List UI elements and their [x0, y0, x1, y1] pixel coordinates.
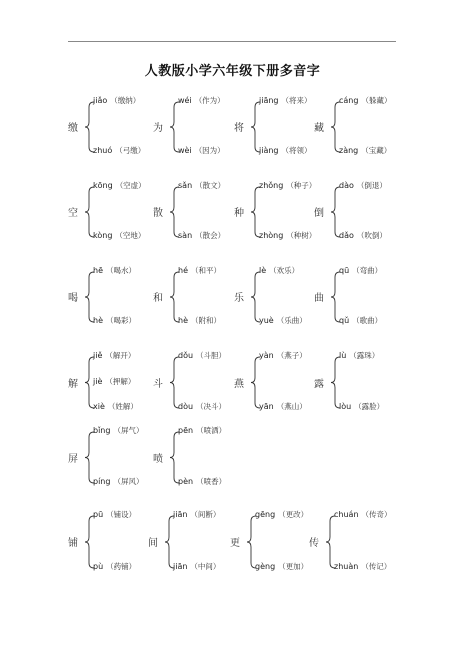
reading-line: [93, 401, 138, 412]
reading-line: [93, 350, 135, 361]
polyphone-entry: [314, 351, 398, 414]
reading-line: [93, 145, 145, 156]
polyphone-char: 种: [234, 208, 244, 219]
pinyin: dòu: [178, 402, 194, 411]
pinyin: gēng: [255, 510, 276, 519]
polyphone-char: 铺: [68, 538, 78, 549]
example-word: （宝藏）: [361, 146, 392, 155]
reading-line: [178, 265, 221, 276]
polyphone-char: 燕: [234, 378, 244, 390]
example-word: （屏风）: [113, 477, 144, 486]
reading-line: [255, 509, 308, 520]
example-word: （姓解）: [107, 402, 138, 411]
polyphone-char: 倒: [314, 208, 324, 219]
pinyin: hè: [178, 316, 188, 325]
polyphone-entry: [68, 510, 152, 574]
pinyin: jiān: [173, 562, 188, 571]
reading-line: [259, 350, 307, 361]
example-word: （间断）: [190, 510, 221, 519]
reading-line: [93, 180, 146, 191]
example-word: （露脸）: [354, 402, 385, 411]
pinyin: jiǎo: [93, 96, 108, 105]
pinyin: yuè: [259, 316, 274, 325]
reading-line: [259, 315, 307, 326]
pinyin: hē: [93, 266, 103, 275]
polyphone-entry: [148, 510, 232, 574]
polyphone-char: 喷: [153, 453, 163, 465]
pinyin: lù: [339, 351, 347, 360]
polyphone-entry: [230, 510, 314, 574]
example-word: （更加）: [278, 562, 309, 571]
reading-line: [93, 561, 136, 572]
example-word: （屏气）: [113, 426, 144, 435]
example-word: （决斗）: [196, 402, 227, 411]
polyphone-char: 传: [309, 538, 319, 549]
polyphone-entry: [309, 510, 393, 574]
polyphone-entry: [314, 266, 398, 328]
polyphone-entry: [314, 96, 398, 158]
polyphone-char: 将: [234, 123, 244, 134]
example-word: （弓缴）: [115, 146, 146, 155]
pinyin: zàng: [339, 146, 359, 155]
reading-line: [93, 230, 145, 241]
reading-line: [178, 401, 226, 412]
reading-line: [178, 315, 221, 326]
example-word: （空虚）: [115, 181, 146, 190]
reading-line: [173, 561, 220, 572]
pinyin: jiāng: [259, 96, 279, 105]
example-word: （喝彩）: [106, 316, 136, 325]
reading-line: [334, 561, 391, 572]
pinyin: jiān: [173, 510, 188, 519]
reading-line: [259, 265, 299, 276]
pinyin: cáng: [339, 96, 359, 105]
pinyin: gèng: [255, 562, 276, 571]
example-word: （传奇）: [361, 510, 392, 519]
polyphone-entry: [314, 181, 398, 243]
example-word: （铺设）: [106, 510, 137, 519]
pinyin: sàn: [178, 231, 193, 240]
reading-line: [339, 265, 382, 276]
example-word: （散会）: [195, 231, 226, 240]
polyphone-entry: [234, 266, 318, 328]
pinyin: jiàng: [259, 146, 279, 155]
example-word: （附和）: [191, 316, 221, 325]
reading-line: [93, 425, 143, 436]
page-title: 人教版小学六年级下册多音字: [144, 64, 321, 79]
pinyin: dǎo: [339, 231, 354, 240]
example-word: （欢乐）: [269, 266, 300, 275]
reading-line: [93, 476, 143, 487]
pinyin: hé: [178, 266, 188, 275]
polyphone-char: 喝: [68, 293, 78, 304]
reading-line: [259, 145, 312, 156]
example-word: （押解）: [105, 376, 136, 386]
pinyin: zhuó: [93, 146, 113, 155]
reading-line: [339, 350, 379, 361]
example-word: （躲藏）: [361, 96, 392, 105]
polyphone-entry: [68, 351, 152, 414]
polyphone-char: 解: [68, 378, 78, 390]
example-word: （倒退）: [356, 181, 387, 190]
polyphone-char: 藏: [314, 123, 324, 134]
example-word: （作为）: [194, 96, 225, 105]
example-word: （燕子）: [276, 351, 307, 360]
pinyin: hè: [93, 316, 103, 325]
example-word: （歌曲）: [352, 316, 383, 325]
example-word: （和平）: [191, 266, 221, 275]
pinyin: pū: [93, 510, 104, 519]
polyphone-char: 屏: [68, 453, 78, 465]
example-word: （散文）: [195, 181, 226, 190]
polyphone-entry: [153, 426, 237, 489]
pinyin: yān: [259, 402, 274, 411]
pinyin: dǒu: [178, 351, 194, 360]
example-word: （空地）: [115, 231, 146, 240]
pinyin: pèn: [178, 477, 194, 486]
reading-line: [259, 401, 307, 412]
pinyin: kōng: [93, 181, 113, 190]
polyphone-entry: [68, 181, 152, 243]
reading-line: [339, 95, 391, 106]
polyphone-char: 更: [230, 538, 240, 549]
reading-line: [93, 265, 136, 276]
reading-line: [178, 180, 225, 191]
example-word: （喝水）: [106, 266, 136, 275]
pinyin: zhòng: [259, 231, 284, 240]
polyphone-entry: [153, 266, 237, 328]
example-word: （更改）: [278, 510, 309, 519]
reading-line: [178, 476, 226, 487]
polyphone-entry: [68, 96, 152, 158]
reading-line: [259, 230, 316, 241]
example-word: （吹倒）: [356, 231, 387, 240]
example-word: （种子）: [286, 181, 317, 190]
polyphone-char: 为: [153, 123, 163, 134]
pinyin: lòu: [339, 402, 352, 411]
pinyin: píng: [93, 477, 111, 486]
example-word: （喷香）: [196, 477, 227, 486]
polyphone-entry: [68, 266, 152, 328]
polyphone-entry: [153, 351, 237, 414]
reading-line: [178, 95, 225, 106]
reading-line: [93, 315, 136, 326]
pinyin: jiě: [93, 351, 103, 360]
polyphone-entry: [153, 96, 237, 158]
pinyin: qū: [339, 266, 350, 275]
polyphone-char: 散: [153, 208, 163, 219]
reading-line: [93, 95, 140, 106]
example-word: （燕山）: [276, 402, 307, 411]
reading-line: [339, 230, 387, 241]
reading-line: [178, 425, 226, 436]
pinyin: sǎn: [178, 181, 193, 190]
polyphone-entry: [234, 181, 318, 243]
example-word: （乐曲）: [276, 316, 307, 325]
pinyin: chuán: [334, 510, 359, 519]
reading-line: [259, 95, 312, 106]
reading-line: [178, 230, 225, 241]
pinyin: dào: [339, 181, 354, 190]
example-word: （将领）: [281, 146, 312, 155]
reading-line: [178, 350, 226, 361]
pinyin: wéi: [178, 96, 192, 105]
pinyin: bǐng: [93, 426, 111, 435]
polyphone-char: 空: [68, 208, 78, 219]
pinyin: zhǒng: [259, 181, 284, 190]
example-word: （中间）: [190, 562, 221, 571]
polyphone-entry: [153, 181, 237, 243]
pinyin: qǔ: [339, 316, 350, 325]
polyphone-char: 间: [148, 538, 158, 549]
polyphone-entry: [68, 426, 152, 489]
polyphone-char: 曲: [314, 293, 324, 304]
reading-line: [339, 401, 384, 412]
example-word: （将来）: [281, 96, 312, 105]
pinyin: jiè: [93, 376, 103, 386]
polyphone-char: 乐: [234, 293, 244, 304]
example-word: （斗胆）: [196, 351, 227, 360]
polyphone-char: 斗: [153, 378, 163, 390]
reading-line: [93, 376, 135, 387]
example-word: （药铺）: [106, 562, 137, 571]
pinyin: pēn: [178, 426, 194, 435]
pinyin: yàn: [259, 351, 274, 360]
reading-line: [178, 145, 225, 156]
example-word: （露珠）: [349, 351, 380, 360]
pinyin: pù: [93, 562, 104, 571]
reading-line: [334, 509, 392, 520]
polyphone-entry: [234, 351, 318, 414]
polyphone-char: 露: [314, 378, 324, 390]
reading-line: [173, 509, 220, 520]
polyphone-entry: [234, 96, 318, 158]
pinyin: kòng: [93, 231, 113, 240]
polyphone-char: 缴: [68, 123, 78, 134]
pinyin: wèi: [178, 146, 192, 155]
example-word: （解开）: [105, 351, 136, 360]
example-word: （种树）: [286, 231, 317, 240]
reading-line: [259, 180, 316, 191]
example-word: （喷洒）: [196, 426, 227, 435]
top-rule: [68, 41, 396, 42]
reading-line: [93, 509, 136, 520]
reading-line: [255, 561, 308, 572]
pinyin: zhuàn: [334, 562, 359, 571]
reading-line: [339, 145, 391, 156]
reading-line: [339, 180, 387, 191]
example-word: （因为）: [194, 146, 225, 155]
pinyin: xiè: [93, 402, 105, 411]
reading-line: [339, 315, 382, 326]
example-word: （缴纳）: [110, 96, 141, 105]
example-word: （弯曲）: [352, 266, 383, 275]
polyphone-char: 和: [153, 293, 163, 304]
pinyin: lè: [259, 266, 267, 275]
example-word: （传记）: [361, 562, 392, 571]
